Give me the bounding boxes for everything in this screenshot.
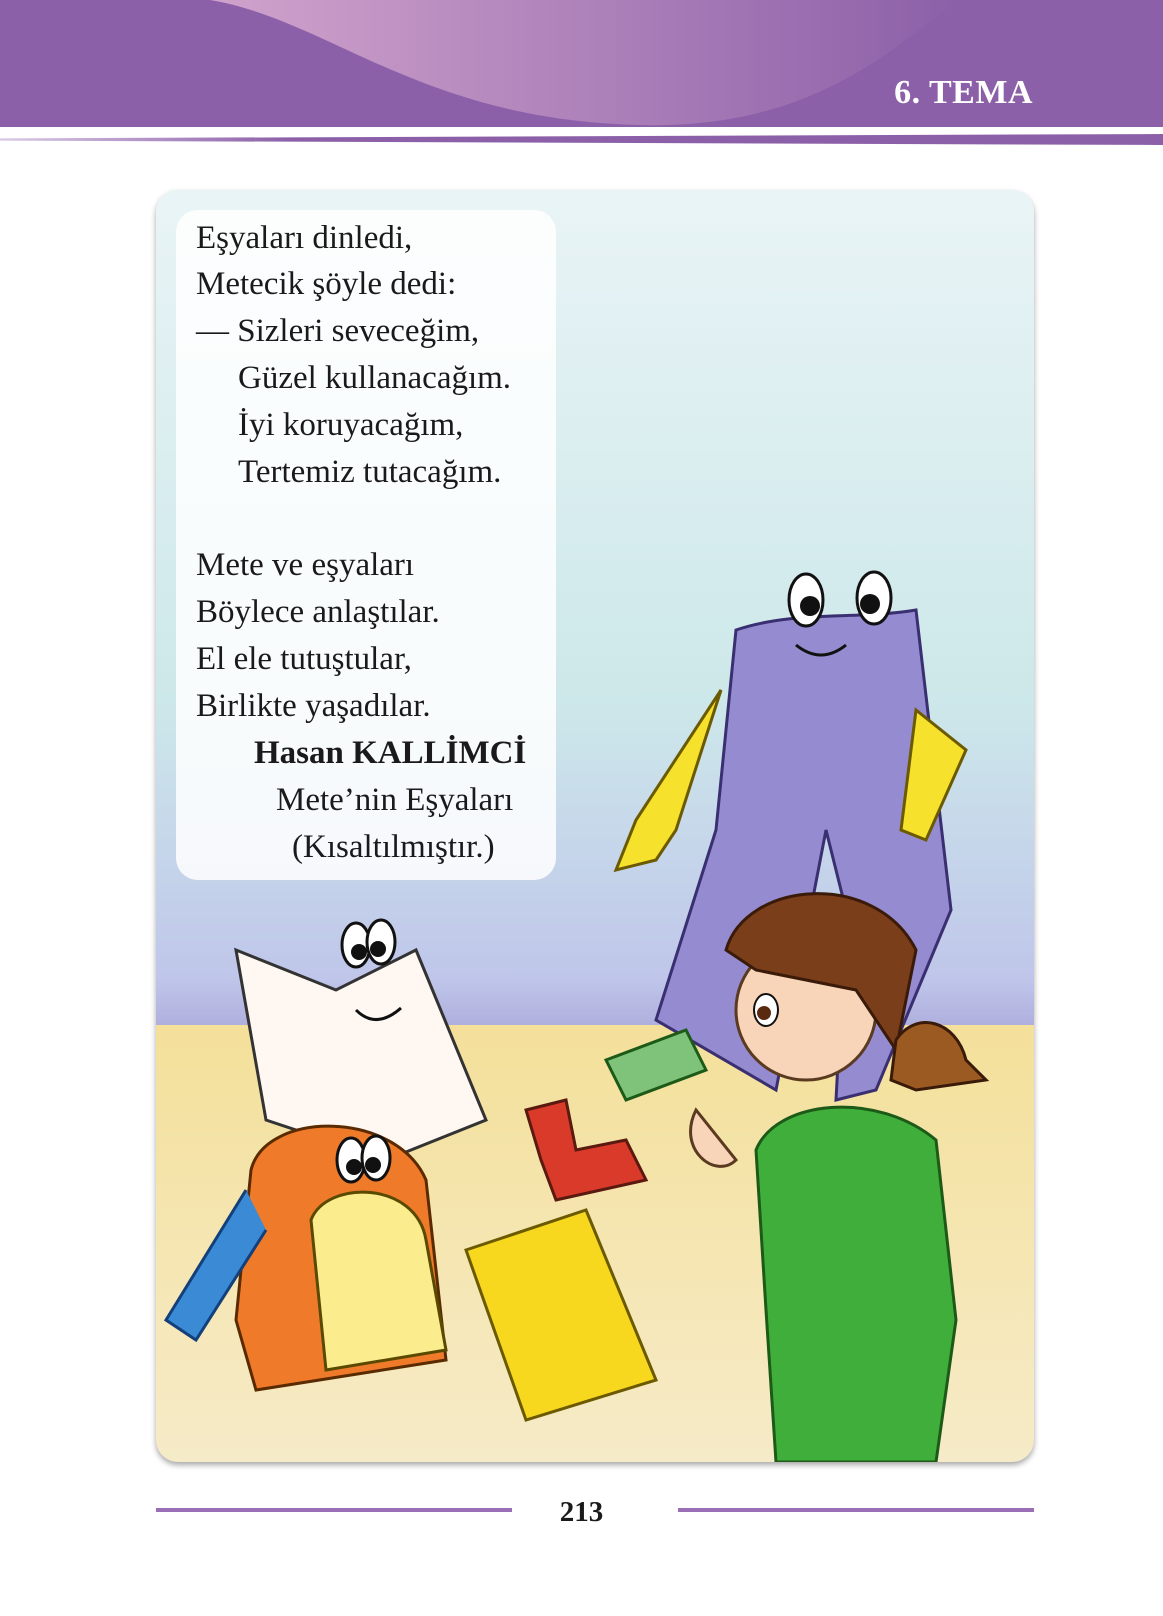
theme-header-banner [0, 0, 1163, 127]
poem-line: Tertemiz tutacağım. [238, 454, 502, 490]
poem-author: Hasan KALLİMCİ [254, 735, 527, 771]
theme-label: 6. TEMA [894, 74, 1033, 111]
poem-line: Mete ve eşyaları [196, 547, 415, 583]
poem-line: Birlikte yaşadılar. [196, 688, 431, 724]
poem-line: Metecik şöyle dedi: [196, 266, 457, 302]
poem-line: — Sizleri seveceğim, [196, 313, 480, 349]
page-number: 213 [559, 1496, 604, 1528]
header-stripe [0, 134, 1163, 145]
poem-line: İyi koruyacağım, [238, 407, 464, 443]
poem-line: El ele tutuştular, [196, 641, 412, 677]
poem-line: Böylece anlaştılar. [196, 594, 440, 630]
poem-line: Eşyaları dinledi, [196, 220, 413, 256]
poem-source: Mete’nin Eşyaları [276, 782, 514, 818]
poem-line: Güzel kullanacağım. [238, 360, 512, 396]
illustration-panel [156, 190, 1034, 1462]
poem-text-box [176, 210, 556, 880]
poem-note: (Kısaltılmıştır.) [292, 829, 495, 865]
